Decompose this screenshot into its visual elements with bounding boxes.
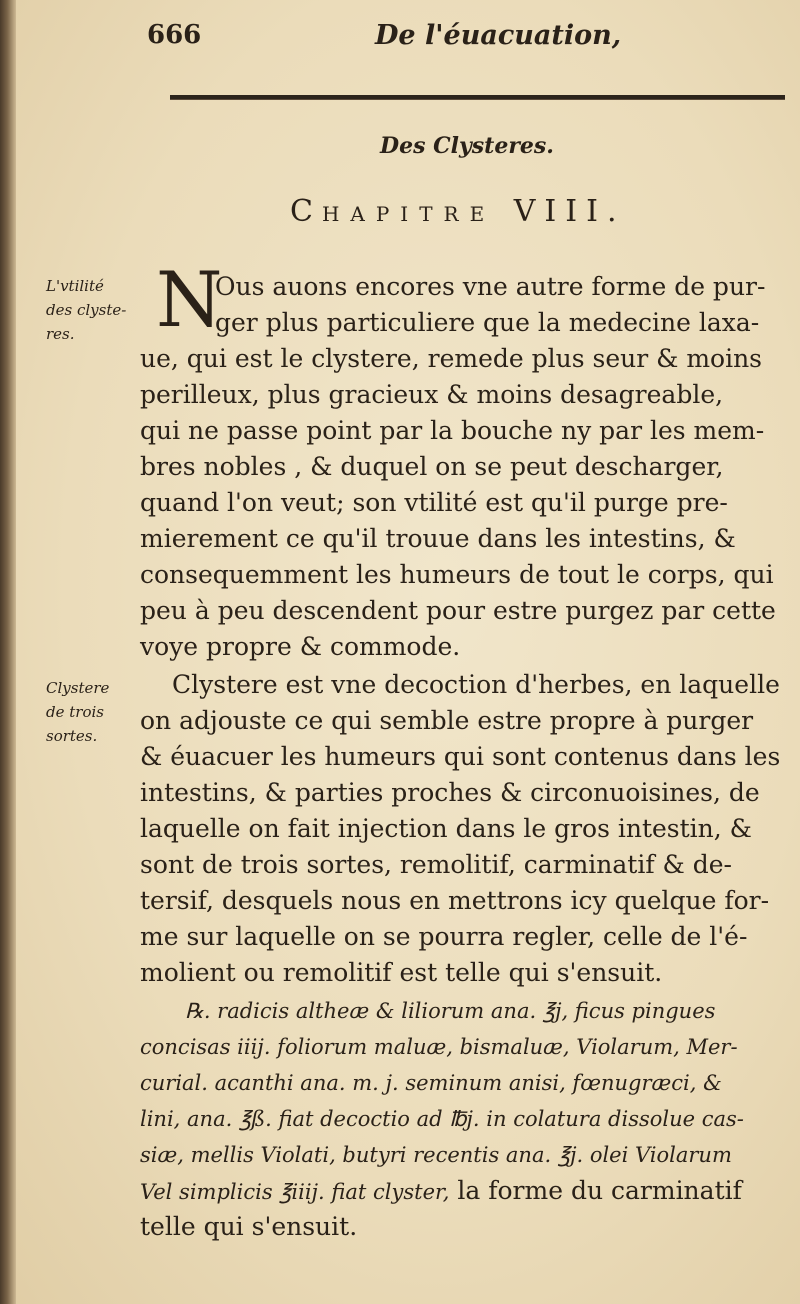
chapter-word-initial: C	[290, 194, 322, 229]
chapter-numeral: VIII.	[513, 194, 626, 229]
margin-note-types	[46, 676, 109, 748]
text-line: sont de trois sortes, remolitif, carminatif & de-	[140, 850, 732, 879]
text-line: laquelle on fait injection dans le gros intestin, &	[140, 814, 752, 843]
text-line: bres nobles , & duquel on se peut descharger,	[140, 452, 724, 481]
running-head	[0, 18, 800, 58]
margin-note-line: des clyste-	[46, 301, 127, 319]
margin-note-line: de trois	[46, 703, 104, 721]
book-binding-edge	[0, 0, 16, 1304]
text-line: voye propre & commode.	[140, 632, 461, 661]
text-line: quand l'on veut; son vtilité est qu'il purge pre-	[140, 488, 728, 517]
recipe-line: lini, ana. ℥ß. fiat decoctio ad ℔j. in colatura dissolue cas-	[140, 1107, 744, 1131]
text-line: me sur laquelle on se pourra regler, celle de l'é-	[140, 922, 748, 951]
margin-note-line: Clystere	[46, 679, 110, 697]
running-title: De l'éuacuation,	[375, 20, 622, 51]
text-line: perilleux, plus gracieux & moins desagreable,	[140, 380, 724, 409]
text-line: Ous auons encores vne autre forme de pur-	[215, 272, 766, 301]
drop-cap: N	[156, 255, 223, 344]
chapter-title	[290, 194, 626, 229]
recipe-line: curial. acanthi ana. m. j. seminum anisi, fœnugræci, &	[140, 1071, 722, 1095]
text-line: ger plus particuliere que la medecine laxa-	[215, 308, 760, 337]
text-line: consequemment les humeurs de tout le corps, qui	[140, 560, 774, 589]
header-rule	[170, 95, 785, 100]
text-line: mierement ce qu'il trouue dans les intestins, &	[140, 524, 736, 553]
recipe-line: siæ, mellis Violati, butyri recentis ana. ℥j. olei Violarum	[140, 1143, 732, 1167]
text-line: molient ou remolitif est telle qui s'ensuit.	[140, 958, 663, 987]
margin-note-line: L'vtilité	[46, 277, 104, 295]
text-line: qui ne passe point par la bouche ny par les mem-	[140, 416, 765, 445]
margin-note-utility	[46, 274, 126, 346]
recipe-line: Vel simplicis ℥iiij. fiat clyster,	[140, 1180, 450, 1204]
recipe-line-final	[140, 1176, 742, 1207]
text-line: telle qui s'ensuit.	[140, 1212, 358, 1241]
margin-note-line: res.	[46, 325, 75, 343]
section-title: Des Clysteres.	[380, 133, 554, 159]
recipe-line: ℞. radicis altheæ & liliorum ana. ℥j, ficus pingues	[185, 999, 716, 1023]
page-number: 666	[147, 20, 202, 50]
margin-note-line: sortes.	[46, 727, 98, 745]
recipe-tail-text: la forme du carminatif	[449, 1176, 742, 1205]
chapter-word-rest: HAPITRE	[321, 202, 496, 226]
text-line: peu à peu descendent pour estre purgez par cette	[140, 596, 776, 625]
text-line: Clystere est vne decoction d'herbes, en laquelle	[172, 670, 780, 699]
text-line: ue, qui est le clystere, remede plus seur & moins	[140, 344, 762, 373]
text-line: tersif, desquels nous en mettrons icy quelque for-	[140, 886, 770, 915]
text-line: on adjouste ce qui semble estre propre à purger	[140, 706, 754, 735]
text-line: & éuacuer les humeurs qui sont contenus dans les	[140, 742, 781, 771]
recipe-line: concisas iiij. foliorum maluæ, bismaluæ, Violarum, Mer-	[140, 1035, 738, 1059]
text-line: intestins, & parties proches & circonuoisines, de	[140, 778, 760, 807]
